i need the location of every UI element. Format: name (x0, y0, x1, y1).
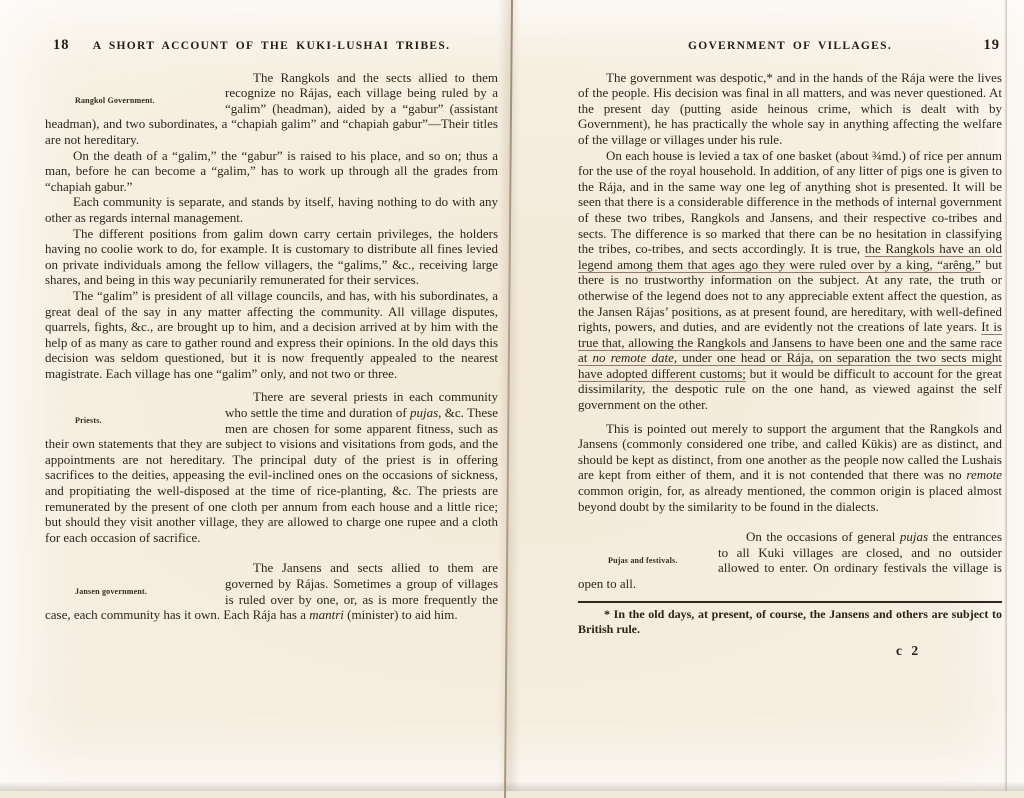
paragraph (45, 288, 498, 382)
paragraph (578, 70, 1002, 148)
text-segment: There are several priests in each community who settle the time and duration of (225, 389, 498, 421)
sidenote-label: Priests. (75, 415, 102, 425)
text-segment: The Jansens and sects allied to them are governed by Rájas. Sometimes a group of villages is ruled over by one, or, as is more frequently the case, each community has it own. Each Rája has a (45, 560, 498, 623)
left-page-body (45, 70, 498, 623)
text-segment: , &c. These men are chosen for some apparent fitness, such as their own statements that they are subject to visions and visitations from gods, and the appointments are not hereditary. The principal duty of the priest is in offering sacrifices to the deities, appeasing the evil-inclined ones on the occasions of sickness, and propitiating the well-disposed at the time of rice-planting, &c. The priests are remunerated by the present of one cloth per annum from each house and a little rice; but should they visit another village, they are allowed to charge one rupee and a cloth for each occasion of sacrifice. (45, 405, 499, 545)
paragraph (578, 529, 1002, 591)
right-page-body (578, 70, 1002, 592)
sidenote-label: Rangkol Government. (75, 95, 155, 105)
left-page-header (45, 38, 498, 55)
text-segment: The “galim” is president of all village councils, and has, with his subordinates, a great deal of the say in any matter affecting the community. All village disputes, quarrels, fights, &c., are brought up to him, and a decision arrived at by him with the help of as many as care to gather round and express their opinions. In the old days this decision was seldom questioned, but it is now frequently appealed to the nearest magistrate. Each village has one “galim” only, and not two or three. (45, 287, 498, 381)
text-segment: pujas (899, 529, 929, 545)
paragraph (578, 148, 1002, 413)
text-segment: pujas (410, 405, 439, 421)
sidenote (45, 405, 225, 436)
text-segment: It is true that, allowing the Rangkols and Jansens to have been one and the same race at (578, 319, 1002, 366)
sidenote (45, 576, 225, 607)
page-edge-bottom (0, 781, 1024, 791)
paragraph (45, 148, 498, 195)
sidenote-label: Jansen government. (75, 586, 148, 596)
text-segment: the Rangkols have an old legend among them that ages ago they were ruled over by a king, “arêng,” (578, 241, 1002, 272)
sidenote (578, 545, 718, 576)
text-segment: The government was despotic,* and in the hands of the Rája were the lives of the people. His decision was final in all matters, and was never questioned. At the present day (putting aside heinous crime, which is dealt with by Government), he has practically the whole say in anything affecting the welfare of the village or villages under his rule. (578, 69, 1002, 147)
text-segment: remote (966, 467, 1002, 483)
right-page (578, 38, 1002, 658)
left-page (45, 38, 498, 623)
text-segment: (minister) to aid him. (343, 607, 458, 623)
text-segment: the entrances to all Kuki villages are closed, and no outsider allowed to enter. On ordinary festivals the village is open to all. (578, 529, 1002, 591)
text-segment: no remote date (592, 350, 674, 366)
text-segment: On each house is levied a tax of one basket (about ¾md.) of rice per annum for the use of the royal household. In addition, of any litter of pigs one is given to the Rája, and in the same way one leg of anything shot is presented. It will be seen that there is a considerable difference in the methods of internal government of these two tribes, Rangkols and Jansens, and their respective co-tribes and sects. The difference is so marked that there can be no hesitation in classifying the tribes, co-tribes, and sects accordingly. It is true, (578, 147, 1002, 257)
text-segment: On the death of a “galim,” the “gabur” is raised to his place, and so on; thus a man, before he can become a “galim,” has to work up through all the grades from “chapiah gabur.” (45, 147, 498, 194)
left-page-number: 18 (53, 37, 70, 53)
paragraph (45, 560, 498, 622)
text-segment: , under one head or Rája, on separation the two sects might have adopted different customs; (578, 350, 1002, 381)
sidenote (45, 85, 225, 116)
footnote-rule (578, 601, 1002, 603)
text-segment: On the occasions of general (746, 529, 900, 545)
right-page-number: 19 (983, 37, 1000, 53)
text-segment: mantri (309, 607, 344, 623)
text-segment: This is pointed out merely to support the argument that the Rangkols and Jansens (commonly considered one tribe, and called Kūkis) are as distinct, and should be kept as distinct, from one another as the people now called the Lushais are kept from either of them, and it is not contended that there was no (578, 420, 1002, 483)
paragraph (45, 226, 498, 288)
left-running-header: A SHORT ACCOUNT OF THE KUKI-LUSHAI TRIBES. (92, 40, 451, 52)
right-running-header: GOVERNMENT OF VILLAGES. (687, 40, 893, 52)
text-segment: but it would be difficult to account for the great dissimilarity, the despotic rule on the one hand, as viewed against the self government on the other. (578, 365, 1002, 413)
page-edge-right (1004, 0, 1007, 791)
footnote: * In the old days, at present, of course, the Jansens and others are subject to British rule. (578, 606, 1002, 636)
paragraph (45, 389, 498, 545)
text-segment: The Rangkols and the sects allied to them recognize no Rájas, each village being ruled by a “galim” (headman), aided by a “gabur” (assistant headman), and two subordinates, a “chapiah galim” and “chapiah gabur”—Their titles are not hereditary. (45, 69, 498, 147)
paragraph (45, 194, 498, 225)
right-page-header (578, 38, 1002, 55)
sidenote-label: Pujas and festivals. (608, 555, 678, 565)
paragraph (45, 70, 498, 148)
paragraph (578, 421, 1002, 515)
text-segment: The different positions from galim down carry certain privileges, the holders having no coolie work to do, for example. It is customary to distribute all fines levied on private individuals among the fellow villagers, the “galims,” &c., receiving large shares, and being in this way pecuniarily remunerated for their services. (45, 225, 498, 288)
text-segment: but there is no trustworthy information on the subject. At any rate, the truth or otherwise of the legend does not to any appreciable extent affect the question, as the Jansen Rájas’ positions, as at present found, are hereditary, with well-defined rights, powers, and duties, and are evidently not the creations of late years. (578, 256, 1002, 335)
text-segment: common origin, for, as already mentioned, the common origin is placed almost beyond doubt by the similarity to be found in the dialects. (578, 483, 1002, 514)
text-segment: Each community is separate, and stands by itself, having nothing to do with any other as regards internal management. (45, 194, 498, 225)
signature-mark: c 2 (896, 642, 922, 658)
